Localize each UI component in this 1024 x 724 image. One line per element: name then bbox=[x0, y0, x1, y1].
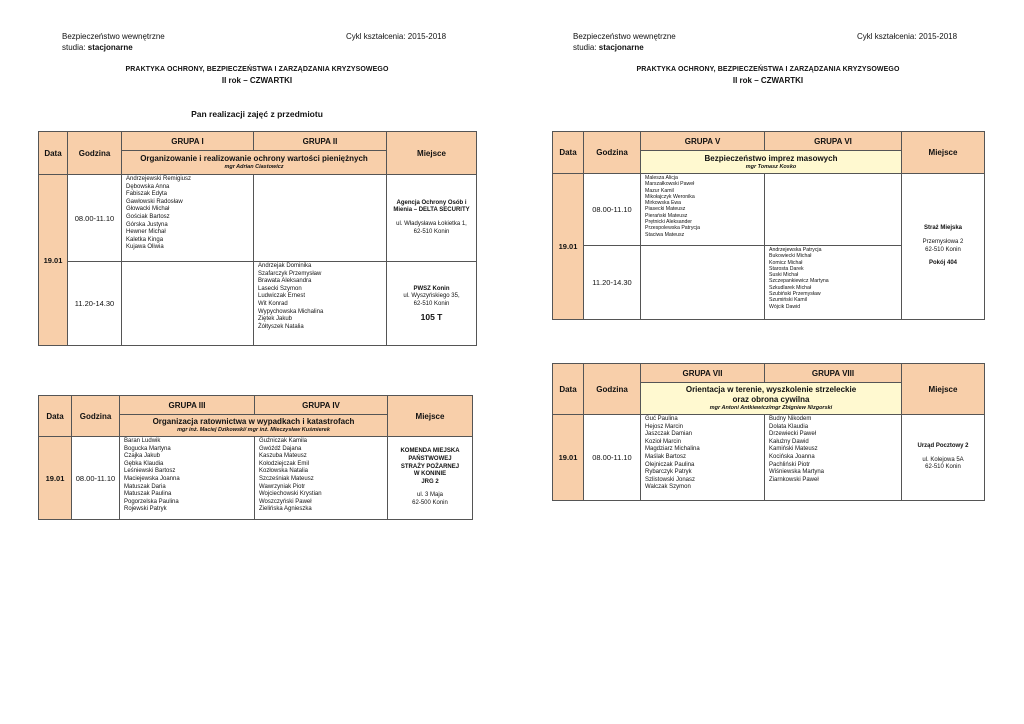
list-item: Pogorzelska Paulina bbox=[124, 498, 179, 505]
list-item: Wojciechowski Krystian bbox=[259, 491, 322, 498]
time-cell: 08.00-11.10 bbox=[72, 437, 120, 520]
page2-header-left bbox=[573, 31, 676, 53]
col-miejsce-header: Miejsce bbox=[387, 132, 477, 175]
col-data-header: Data bbox=[39, 132, 68, 175]
group-header: GRUPA II bbox=[254, 132, 387, 151]
list-item: Andrzejewska Patrycja bbox=[769, 247, 822, 253]
list-item: Kozłowska Natalia bbox=[259, 468, 309, 475]
page1-cycle: Cykl kształcenia: 2015-2018 bbox=[346, 32, 447, 41]
list-item: Kamiński Mateusz bbox=[769, 446, 818, 453]
place-line: STRAŻY POŻARNEJ bbox=[400, 463, 460, 470]
page2-course-title: PRAKTYKA OCHRONY, BEZPIECZEŃSTWA I ZARZĄDZANIA KRYZYSOWEGO bbox=[636, 66, 900, 73]
list-item: Marszałkowski Paweł bbox=[645, 181, 695, 188]
list-item: Andrzejewski Remigiusz bbox=[126, 176, 192, 182]
names-list-group-4 bbox=[255, 437, 388, 520]
list-item: Pierański Mateusz bbox=[645, 212, 688, 219]
page1-course-title: PRAKTYKA OCHRONY, BEZPIECZEŃSTWA I ZARZĄDZANIA KRYZYSOWEGO bbox=[125, 66, 389, 73]
list-item: Kałużny Dawid bbox=[769, 438, 809, 445]
group-header: GRUPA VI bbox=[765, 132, 902, 151]
page1-header-left bbox=[62, 31, 165, 53]
group-header: GRUPA III bbox=[120, 396, 255, 415]
list-item: Piasecki Mateusz bbox=[645, 206, 686, 213]
date-cell: 19.01 bbox=[553, 174, 584, 320]
subject-cell bbox=[120, 415, 388, 437]
place-postcode: 62-510 Konin bbox=[925, 246, 961, 253]
list-item: Wypychowska Michalina bbox=[258, 308, 324, 315]
list-item: Szcześniak Mateusz bbox=[259, 475, 314, 482]
date-cell: 19.01 bbox=[39, 175, 68, 346]
subject-title-line1: Orientacja w terenie, wyszkolenie strzeleckie bbox=[685, 385, 857, 394]
list-item: Maślak Bartosz bbox=[645, 453, 687, 460]
schedule-table-groups-1-2 bbox=[38, 131, 477, 346]
list-item: Woszczyński Paweł bbox=[259, 498, 312, 505]
list-item: Komicz Michał bbox=[769, 259, 803, 266]
page1-study-mode: studia: stacjonarne bbox=[62, 43, 133, 52]
subject-title: Organizacja ratownictwa w wypadkach i katastrofach bbox=[152, 417, 355, 426]
place-line: PAŃSTWOWEJ bbox=[408, 456, 452, 463]
col-data-header: Data bbox=[39, 396, 72, 437]
page2-study-mode: studia: stacjonarne bbox=[573, 43, 644, 52]
list-item: Gościak Bartosz bbox=[126, 213, 170, 220]
date-cell: 19.01 bbox=[553, 415, 584, 501]
list-item: Ludwiczak Ernest bbox=[258, 293, 306, 300]
list-item: Budny Nikodem bbox=[769, 416, 812, 422]
names-list-group-7 bbox=[641, 415, 765, 501]
empty-cell bbox=[122, 262, 254, 346]
list-item: Dębowska Anna bbox=[126, 183, 170, 190]
list-item: Szczepankiewicz Martyna bbox=[769, 278, 829, 285]
list-item: Hewner Michał bbox=[126, 229, 166, 236]
list-item: Wójcik Dawid bbox=[769, 303, 801, 310]
list-item: Jaszczak Damian bbox=[645, 431, 693, 438]
list-item: Drzewiecki Paweł bbox=[769, 431, 817, 438]
place-name: PWSZ Konin bbox=[413, 285, 450, 292]
list-item: Brawata Aleksandra bbox=[258, 278, 312, 285]
col-miejsce-header: Miejsce bbox=[902, 364, 985, 415]
list-item: Pachliński Piotr bbox=[769, 461, 811, 468]
list-item: Górska Justyna bbox=[126, 221, 168, 228]
group-header: GRUPA I bbox=[122, 132, 254, 151]
names-list-group-5 bbox=[641, 174, 765, 246]
page1-field-of-study: Bezpieczeństwo wewnętrzne bbox=[62, 32, 165, 41]
group-header: GRUPA VIII bbox=[765, 364, 902, 383]
list-item: Wawrzyniak Piotr bbox=[259, 483, 306, 490]
list-item: Żółtyszek Natalia bbox=[258, 323, 304, 330]
instructor: mgr Tomasz Kosko bbox=[745, 163, 797, 170]
col-data-header: Data bbox=[553, 132, 584, 174]
list-item: Hejosz Marcin bbox=[645, 423, 684, 430]
list-item: Rybarczyk Patryk bbox=[645, 469, 692, 476]
list-item: Szafarczyk Przemysław bbox=[258, 270, 322, 277]
names-list-group-1 bbox=[122, 175, 254, 262]
names-list-group-3 bbox=[120, 437, 255, 520]
list-item: Czajka Jakub bbox=[124, 453, 161, 460]
col-data-header: Data bbox=[553, 364, 584, 415]
place-address: ul. Kolejowa 5A bbox=[922, 456, 964, 463]
schedule-table-groups-7-8 bbox=[552, 363, 985, 501]
subject-cell bbox=[122, 151, 387, 175]
list-item: Bukowiecki Michał bbox=[769, 253, 812, 260]
group-header: GRUPA V bbox=[641, 132, 765, 151]
schedule-table-groups-5-6 bbox=[552, 131, 985, 320]
list-item: Magdziarz Michalina bbox=[645, 446, 700, 453]
place-cell bbox=[902, 174, 985, 320]
time-cell: 11.20-14.30 bbox=[68, 262, 122, 346]
subject-cell bbox=[641, 383, 902, 415]
list-item: Głowacki Michał bbox=[126, 206, 170, 213]
list-item: Suski Michał bbox=[769, 272, 799, 279]
page2-course-subtitle: II rok – CZWARTKI bbox=[732, 76, 804, 85]
empty-cell bbox=[254, 175, 387, 262]
list-item: Kujawa Oliwia bbox=[126, 244, 164, 251]
place-address: ul. 3 Maja bbox=[416, 492, 443, 499]
col-godzina-header: Godzina bbox=[584, 364, 641, 415]
empty-cell bbox=[765, 174, 902, 246]
date-cell: 19.01 bbox=[39, 437, 72, 520]
list-item: Kocińska Joanna bbox=[769, 453, 815, 460]
list-item: Bogucka Martyna bbox=[124, 445, 171, 452]
list-item: Kozioł Marcin bbox=[645, 438, 682, 445]
time-cell: 08.00-11.10 bbox=[584, 174, 641, 246]
list-item: Walczak Szymon bbox=[645, 484, 691, 491]
place-address: Przemysłowa 2 bbox=[922, 238, 964, 245]
col-miejsce-header: Miejsce bbox=[388, 396, 473, 437]
place-cell bbox=[902, 415, 985, 501]
instructor: mgr Adrian Ciastowicz bbox=[224, 164, 284, 170]
place-address: ul. Wyszyńskiego 35, bbox=[403, 293, 460, 300]
time-cell: 11.20-14.30 bbox=[584, 246, 641, 320]
place-line: JRG 2 bbox=[421, 478, 439, 485]
list-item: Maciejewska Joanna bbox=[124, 475, 180, 482]
list-item: Szubiński Przemysław bbox=[769, 291, 821, 298]
place-postcode: 62-510 Konin bbox=[925, 464, 961, 471]
place-line: W KONINIE bbox=[413, 471, 447, 478]
subject-title: Organizowanie i realizowanie ochrony wartości pieniężnych bbox=[140, 154, 368, 163]
list-item: Kaletka Kinga bbox=[126, 236, 164, 243]
list-item: Dolata Klaudia bbox=[769, 423, 809, 430]
list-item: Fabiszak Edyta bbox=[126, 191, 168, 198]
list-item: Andrzejak Dominika bbox=[258, 263, 312, 269]
list-item: Olejniczak Paulina bbox=[645, 461, 695, 468]
col-miejsce-header: Miejsce bbox=[902, 132, 985, 174]
page1-plan-title: Pan realizacji zajęć z przedmiotu bbox=[191, 109, 323, 119]
list-item: Mazur Kamil bbox=[645, 187, 674, 194]
place-address: ul. Władysława Łokietka 1, bbox=[396, 221, 467, 227]
names-list-group-2 bbox=[254, 262, 387, 346]
list-item: Guźniczak Kamila bbox=[259, 438, 308, 444]
place-line: KOMENDA MIEJSKA bbox=[400, 448, 460, 455]
col-godzina-header: Godzina bbox=[584, 132, 641, 174]
list-item: Matuszak Paulina bbox=[124, 491, 172, 498]
list-item: Baran Ludwik bbox=[124, 438, 161, 444]
place-room: Pokój 404 bbox=[928, 260, 957, 267]
list-item: Prętnicki Aleksander bbox=[645, 219, 692, 226]
list-item: Kołodziejczak Emil bbox=[259, 460, 310, 467]
list-item: Wiśniewska Martyna bbox=[769, 469, 825, 476]
list-item: Leśniewski Bartosz bbox=[124, 468, 176, 475]
place-postcode: 62-510 Konin bbox=[413, 301, 450, 307]
names-list-group-6 bbox=[765, 246, 902, 320]
subject-cell bbox=[641, 151, 902, 174]
names-list-group-8 bbox=[765, 415, 902, 501]
list-item: Lasecki Szymon bbox=[258, 285, 302, 292]
place-postcode: 62-510 Konin bbox=[413, 228, 450, 235]
instructor: mgr inż. Maciej Dzikowski/ mgr inż. Mieczysław Kuśmierek bbox=[177, 427, 330, 433]
subject-title: Bezpieczeństwo imprez masowych bbox=[704, 153, 838, 163]
list-item: Malesza Alicja bbox=[645, 175, 678, 181]
time-cell: 08.00-11.10 bbox=[68, 175, 122, 262]
subject-title-line2: oraz obrona cywilna bbox=[732, 395, 810, 404]
page1-course-subtitle: II rok – CZWARTKI bbox=[221, 76, 293, 85]
place-name: Straż Miejska bbox=[923, 225, 963, 232]
list-item: Starosta Darek bbox=[769, 265, 804, 272]
list-item: Gawłowski Radosław bbox=[126, 198, 183, 205]
list-item: Gwóźdź Dajana bbox=[259, 445, 302, 452]
list-item: Kaszuba Mateusz bbox=[259, 453, 307, 460]
list-item: Szlistowski Jonasz bbox=[645, 476, 696, 483]
place-cell bbox=[387, 175, 477, 262]
list-item: Ziętek Jakub bbox=[258, 316, 293, 323]
col-godzina-header: Godzina bbox=[68, 132, 122, 175]
schedule-table-groups-3-4 bbox=[38, 395, 473, 520]
time-cell: 08.00-11.10 bbox=[584, 415, 641, 501]
place-name: Urząd Pocztowy 2 bbox=[917, 443, 969, 450]
list-item: Ziarnkowski Paweł bbox=[769, 476, 819, 483]
list-item: Mirkowska Ewa bbox=[645, 200, 682, 207]
list-item: Guć Paulina bbox=[645, 416, 678, 422]
list-item: Przespolewska Patrycja bbox=[645, 225, 701, 232]
list-item: Szkudlarek Michał bbox=[769, 284, 812, 291]
list-item: Staciwa Mateusz bbox=[645, 231, 685, 238]
list-item: Wit Konrad bbox=[258, 300, 288, 307]
list-item: Gębka Klaudia bbox=[124, 460, 164, 467]
list-item: Rojewski Patryk bbox=[124, 506, 167, 513]
list-item: Mikołajczyk Weronika bbox=[645, 193, 695, 200]
group-header: GRUPA VII bbox=[641, 364, 765, 383]
empty-cell bbox=[641, 246, 765, 320]
place-postcode: 62-500 Konin bbox=[412, 499, 448, 506]
place-cell bbox=[387, 262, 477, 346]
page2-cycle: Cykl kształcenia: 2015-2018 bbox=[857, 32, 958, 41]
list-item: Matuszak Daria bbox=[124, 483, 166, 490]
group-header: GRUPA IV bbox=[255, 396, 388, 415]
place-room: 105 T bbox=[420, 311, 443, 322]
list-item: Zielińska Agnieszka bbox=[259, 506, 312, 513]
page2-field-of-study: Bezpieczeństwo wewnętrzne bbox=[573, 32, 676, 41]
col-godzina-header: Godzina bbox=[72, 396, 120, 437]
place-name: Agencja Ochrony Osób i Mienia – DELTA SECURITY bbox=[393, 199, 470, 214]
list-item: Szumiński Kamil bbox=[769, 297, 808, 304]
place-cell bbox=[388, 437, 473, 520]
instructor: mgr Antoni Antkiewicz/mgr Zbigniew Nizgorski bbox=[709, 405, 833, 411]
